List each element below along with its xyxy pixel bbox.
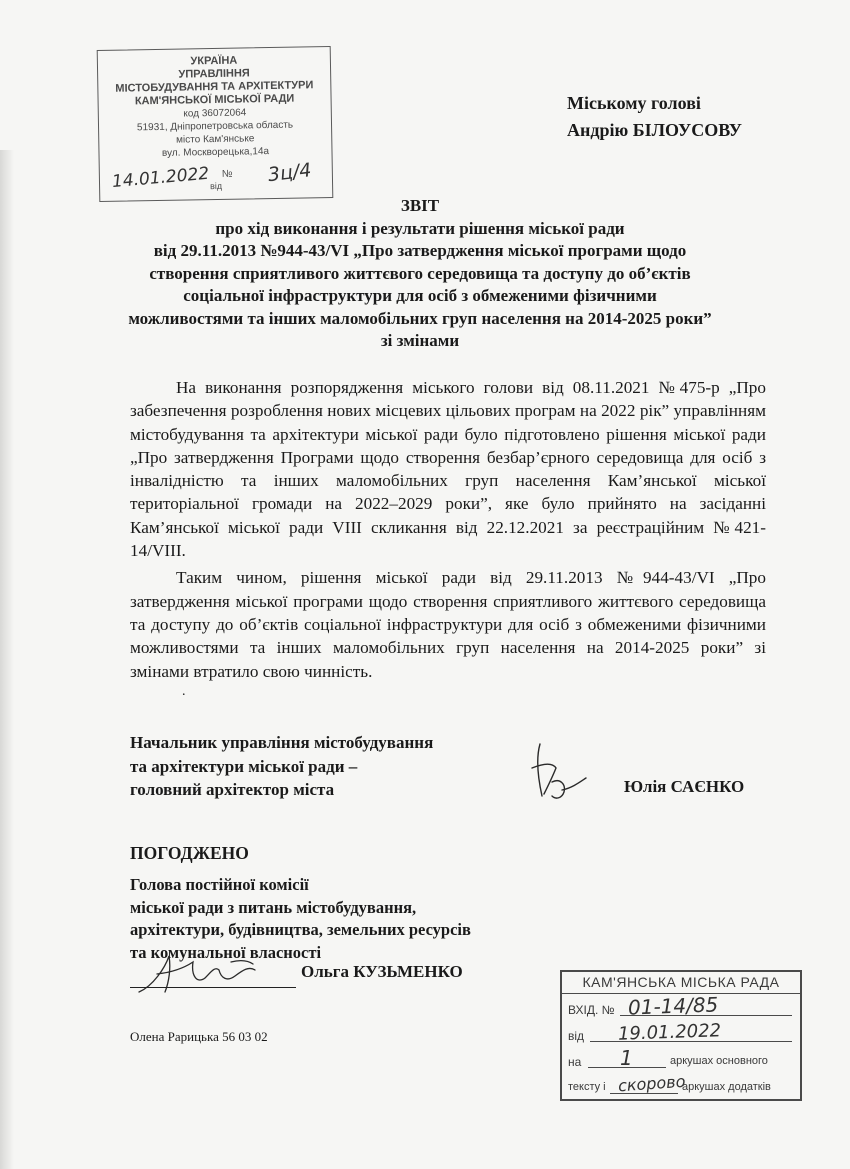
incoming-number-label: ВХІД. № xyxy=(568,1003,615,1017)
handwritten-date: 14.01.2022 xyxy=(111,163,210,193)
incoming-number: 01-14/85 xyxy=(627,992,719,1020)
signer-title xyxy=(130,731,433,802)
signer-name: Юлія САЄНКО xyxy=(624,777,745,796)
title-line-3: створення сприятливого життєвого середовища та доступу до об’єктів xyxy=(149,263,691,283)
committee-line-4: та комунальної власності xyxy=(130,942,322,962)
stamp-department: УПРАВЛІННЯ xyxy=(178,67,250,81)
signature-kuzmenko xyxy=(135,948,275,1000)
report-heading: ЗВІТ xyxy=(400,196,440,215)
vid-label: від xyxy=(209,180,223,192)
stamp-council: КАМ'ЯНСЬКОЇ МІСЬКОЇ РАДИ xyxy=(134,92,295,108)
number-label: № xyxy=(221,168,233,180)
outgoing-stamp xyxy=(97,46,334,202)
incoming-date-label: від xyxy=(568,1029,585,1043)
title-line-2: від 29.11.2013 №944-43/VI „Про затвердження міської програми щодо xyxy=(153,241,687,260)
incoming-date: 19.01.2022 xyxy=(617,1020,722,1045)
incoming-stamp-header: КАМ'ЯНСЬКА МІСЬКА РАДА xyxy=(562,972,800,994)
handwritten-number: 3ц/4 xyxy=(266,159,313,187)
stamp-street: вул. Москворецька,14а xyxy=(161,146,270,159)
body-paragraph-2: Таким чином, рішення міської ради від 29.11.2013 №944-43/VI „Про затвердження міської програми щодо створення сприятливого життєвого середовища та доступу до об’єктів соціальної інфраструктури для осіб з обмеженими фізичними можливостями та інших маломобільних груп населення на 2014-2025 роки” зі змінами втратило свою чинність. xyxy=(130,568,766,681)
text-label: тексту і xyxy=(568,1081,606,1093)
body-paragraph-1: На виконання розпорядження міського голови від 08.11.2021 №475-р „Про забезпечення розроблення нових місцевих цільових програм на 2022 рік” управлінням містобудування та архітектури міської ради було підготовлено рішення міської ради „Про затвердження Програми щодо створення безбар’єрного середовища для осіб з інвалідністю та інших маломобільних груп населення Кам’янської міської територіальної громади на 2022–2029 роки”, яке було прийнято на засіданні Кам’янської міської ради VIII скликання від 22.12.2021 за реєстраційним №421-14/VIII. xyxy=(130,378,766,561)
signer-title-line-3: головний архітектор міста xyxy=(130,780,335,799)
title-line-1: про хід виконання і результати рішення міської ради xyxy=(215,218,625,238)
incoming-number-row xyxy=(562,994,800,1020)
stamp-code: код 36072064 xyxy=(183,107,247,120)
stray-dot: . xyxy=(182,684,186,699)
addressee-name: Андрію БІЛОУСОВУ xyxy=(567,120,743,140)
sheets-main-count: 1 xyxy=(620,1046,633,1070)
signer-title-line-2: та архітектури міської ради – xyxy=(130,756,358,776)
incoming-date-row xyxy=(562,1020,800,1046)
signer-title-line-1: Начальник управління містобудування xyxy=(130,733,434,752)
sheets-main-label: аркушах основного xyxy=(670,1055,768,1067)
sheets-extra-label: аркушах додатків xyxy=(682,1081,771,1093)
executor-contact: Олена Рарицька 56 03 02 xyxy=(130,1029,268,1044)
incoming-stamp xyxy=(560,970,802,1101)
committee-line-3: архітектури, будівництва, земельних ресурсів xyxy=(130,920,471,939)
approver-name: Ольга КУЗЬМЕНКО xyxy=(301,962,463,981)
addressee-position: Міському голові xyxy=(567,93,701,113)
title-line-5: можливостями та інших маломобільних груп населення на 2014-2025 роки” xyxy=(128,308,712,328)
title-line-6: зі змінами xyxy=(380,331,460,350)
sheets-extra-handwriting: скорово xyxy=(617,1071,687,1096)
report-body xyxy=(130,376,766,687)
committee-line-1: Голова постійної комісії xyxy=(130,875,309,894)
report-title xyxy=(120,195,720,353)
approval-heading: ПОГОДЖЕНО xyxy=(130,843,249,863)
on-label: на xyxy=(568,1055,582,1069)
signature-line xyxy=(130,987,296,988)
stamp-region: 51931, Дніпропетровська область xyxy=(136,119,294,134)
title-line-4: соціальної інфраструктури для осіб з обмеженими фізичними xyxy=(183,286,657,305)
stamp-country: УКРАЇНА xyxy=(190,54,238,68)
signature-saienko xyxy=(522,738,592,808)
incoming-extra-row xyxy=(562,1072,800,1098)
page-edge-shadow xyxy=(0,150,14,1169)
incoming-sheets-row xyxy=(562,1046,800,1072)
committee-line-2: міської ради з питань містобудування, xyxy=(130,897,417,917)
addressee xyxy=(567,90,742,144)
stamp-department-full: МІСТОБУДУВАННЯ ТА АРХІТЕКТУРИ xyxy=(115,79,314,95)
stamp-city: місто Кам'янське xyxy=(176,133,255,146)
